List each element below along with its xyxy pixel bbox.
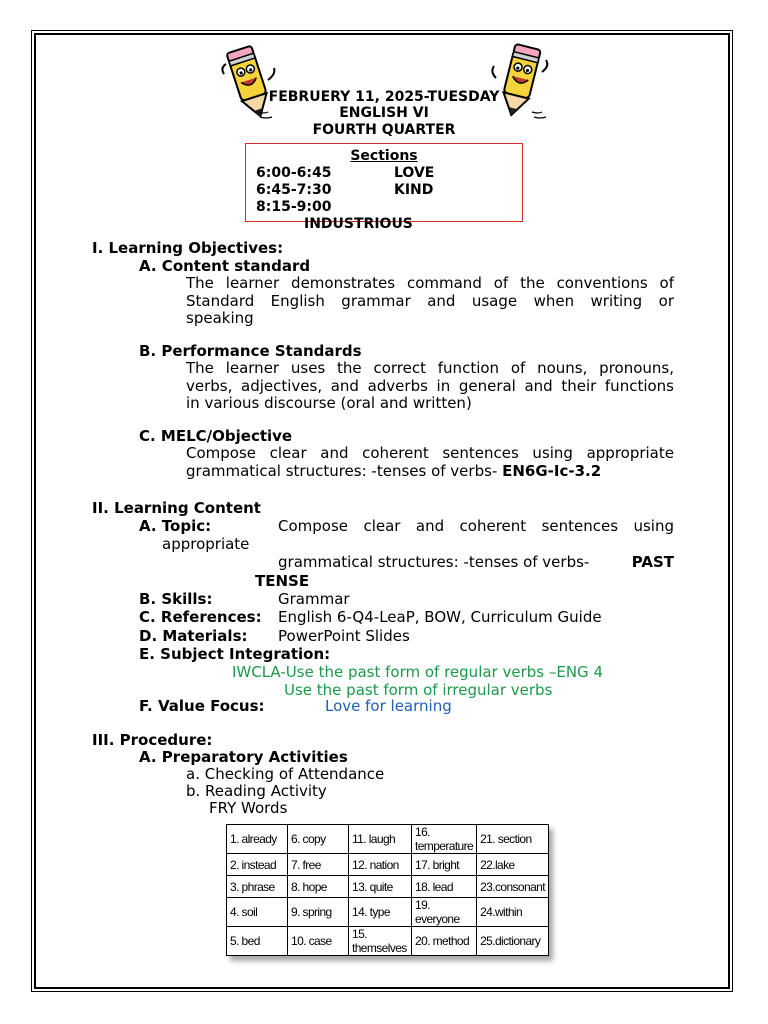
fry-word-cell: 15. themselves <box>349 927 412 956</box>
topic-past: PAST <box>631 553 674 571</box>
topic-line: Compose clear and coherent sentences using <box>278 517 674 535</box>
content-standard-line: Standard English grammar and usage when writing or <box>186 292 674 310</box>
topic-tense: TENSE <box>255 572 310 590</box>
references-label: C. References: <box>139 608 262 626</box>
materials-label: D. Materials: <box>139 627 248 645</box>
fry-word-cell: 4. soil <box>227 898 288 927</box>
performance-standards-line: in various discourse (oral and written) <box>186 394 472 412</box>
materials-value: PowerPoint Slides <box>278 627 410 645</box>
integration-line: IWCLA-Use the past form of regular verbs –ENG 4 <box>232 663 603 681</box>
topic-line <box>278 553 674 571</box>
section-time: 6:00-6:45 <box>256 165 332 181</box>
fry-word-cell: 7. free <box>288 854 349 876</box>
fry-words-table <box>226 824 549 956</box>
fry-word-cell: 14. type <box>349 898 412 927</box>
fry-word-cell: 25.dictionary <box>477 927 549 956</box>
table-row <box>227 854 549 876</box>
fry-word-cell: 23.consonant <box>477 876 549 898</box>
fry-word-cell: 20. method <box>412 927 477 956</box>
sections-box <box>245 143 523 232</box>
performance-standards-line: The learner uses the correct function of nouns, pronouns, <box>186 359 674 377</box>
fry-word-cell: 9. spring <box>288 898 349 927</box>
content-standard-line: speaking <box>186 309 254 327</box>
performance-standards-line: verbs, adjectives, and adverbs in general and their functions <box>186 377 674 395</box>
reading-item: b. Reading Activity <box>186 782 327 800</box>
fry-word-cell: 17. bright <box>412 854 477 876</box>
section-name: LOVE <box>394 165 435 181</box>
integration-label: E. Subject Integration: <box>139 645 331 663</box>
subject-title: ENGLISH VI <box>339 105 429 121</box>
fry-label: FRY Words <box>209 799 288 817</box>
melc-code: EN6G-Ic-3.2 <box>502 462 602 480</box>
integration-line: Use the past form of irregular verbs <box>284 681 553 699</box>
value-focus-value: Love for learning <box>325 697 452 715</box>
skills-value: Grammar <box>278 590 350 608</box>
fry-word-cell: 3. phrase <box>227 876 288 898</box>
fry-word-cell: 5. bed <box>227 927 288 956</box>
fry-word-cell: 12. nation <box>349 854 412 876</box>
value-focus-label: F. Value Focus: <box>139 697 265 715</box>
fry-word-cell: 16. temperature <box>412 825 477 854</box>
melc-text: grammatical structures: -tenses of verbs- <box>186 462 503 480</box>
table-row <box>227 876 549 898</box>
performance-standards-title: B. Performance Standards <box>139 342 362 360</box>
section-name: KIND <box>394 182 434 198</box>
content-standard-title: A. Content standard <box>139 257 311 275</box>
section-time: 6:45-7:30 <box>256 182 332 198</box>
table-row <box>227 927 549 956</box>
melc-title: C. MELC/Objective <box>139 427 293 445</box>
fry-word-cell: 22.lake <box>477 854 549 876</box>
fry-word-cell: 21. section <box>477 825 549 854</box>
section-name: INDUSTRIOUS <box>304 216 413 232</box>
fry-word-cell: 19. everyone <box>412 898 477 927</box>
fry-word-cell: 8. hope <box>288 876 349 898</box>
skills-label: B. Skills: <box>139 590 213 608</box>
fry-word-cell: 13. quite <box>349 876 412 898</box>
preparatory-title: A. Preparatory Activities <box>139 748 348 766</box>
fry-word-cell: 10. case <box>288 927 349 956</box>
sections-title: Sections <box>350 148 418 164</box>
topic-label: A. Topic: <box>139 517 212 535</box>
procedure-heading: III. Procedure: <box>92 731 213 749</box>
table-row <box>227 825 549 854</box>
fry-word-cell: 2. instead <box>227 854 288 876</box>
fry-word-cell: 1. already <box>227 825 288 854</box>
melc-line: Compose clear and coherent sentences using appropriate <box>186 444 674 462</box>
content-heading: II. Learning Content <box>92 499 261 517</box>
fry-word-cell: 24.within <box>477 898 549 927</box>
objectives-heading: I. Learning Objectives: <box>92 239 284 257</box>
melc-line <box>186 462 601 480</box>
section-time: 8:15-9:00 <box>256 199 332 215</box>
quarter-title: FOURTH QUARTER <box>312 122 456 138</box>
references-value: English 6-Q4-LeaP, BOW, Curriculum Guide <box>278 608 602 626</box>
attendance-item: a. Checking of Attendance <box>186 765 385 783</box>
fry-word-cell: 6. copy <box>288 825 349 854</box>
table-row <box>227 898 549 927</box>
lesson-date: FEBRUERY 11, 2025-TUESDAY <box>268 89 500 105</box>
fry-word-cell: 11. laugh <box>349 825 412 854</box>
topic-text: grammatical structures: -tenses of verbs- <box>278 553 590 571</box>
fry-word-cell: 18. lead <box>412 876 477 898</box>
content-standard-line: The learner demonstrates command of the conventions of <box>186 274 674 292</box>
topic-line: appropriate <box>162 535 250 553</box>
